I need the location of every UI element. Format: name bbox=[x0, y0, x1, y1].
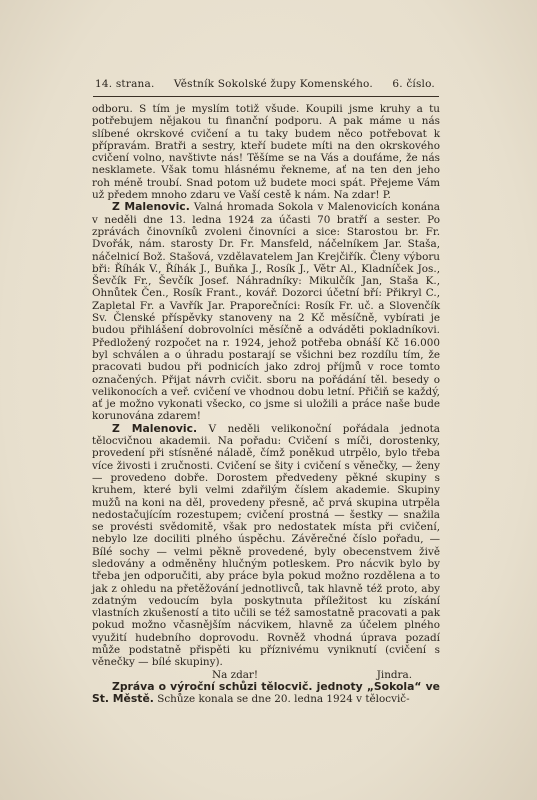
paragraph-heading: Z Malenovic. bbox=[112, 421, 198, 435]
paragraph-signature: Na zdar! P. bbox=[333, 189, 391, 202]
article-body bbox=[92, 103, 440, 706]
paragraph-akademie bbox=[92, 423, 440, 669]
paragraph-text: odboru. S tím je myslím totiž všude. Koupili jsme kruhy a tu potřebujem nějakou tu finanční podporu. A pak máme u nás slíbené okrskové cvičení a tu taky budem něco potřebovat k přípravám. Bratři a sestry, kteří budete míti na den okrskového cvičení volno, navštivte nás! Těšíme se na Vás a doufáme, že nás nesklamete. Však tomu hlásnému řekneme, ať na ten den jeho roh méně troubí. Snad potom už budete moci spát. Přejeme Vám už předem mnoho zdaru ve Vaší cestě k nám. bbox=[92, 103, 440, 202]
header-rule bbox=[93, 96, 439, 97]
paragraph-heading: Z Malenovic. bbox=[112, 200, 190, 214]
paragraph-heading: Zpráva o výroční schůzi tělocvič. jednoty „Sokola“ ve St. Městě. bbox=[92, 679, 440, 706]
paragraph-text: V neděli velikonoční pořádala jednota tělocvičnou akademii. Na pořadu: Cvičení s míči, dorostenky, provedení při stísněné náladě, čímž poněkud utrpělo, bylo třeba více živosti i zručnosti. Cvičení se šity i cvičení s věnečky, — ženy — provedeno dobře. Dorostem předvedeny pěkné skupiny s kruhem, které byli velmi zdařilým číslem akademie. Skupiny mužů na koni na děl, provedeny přesně, ač prvá skupina utrpěla nedostačujícím rozestupem; cvičení prostná — šestky — snažila se provésti svědomitě, však pro nedostatek místa při cvičení, nebylo lze dociliti plného úspěchu. Závěrečné číslo pořadu, — Bílé sochy — velmi pěkně provedené, byly obecenstvem živě sledovány a odměněny hlučným potleskem. Pro nácvik bylo by třeba jen odporučiti, aby práce byla pokud možno rozdělena a to jak z ohledu na přetěžování jednotlivců, tak hlavně též proto, aby zdatným vedoucím byla poskytnuta příležitost ku získání vlastních zkušeností a tito učili se též samostatně pracovati a pak pokud možno včasnějším nácvikem, hlavně za účelem plného využití hudebního doprovodu. Rovněž vhodná úprava pozadí může podstatně přispěti ku příznivému vyniknutí (cvičení s věnečky — bílé skupiny). bbox=[92, 422, 440, 669]
journal-title: Věstník Sokolské župy Komenského. bbox=[173, 78, 373, 90]
issue-number: 6. číslo. bbox=[392, 78, 435, 90]
signature-name: Jindra. bbox=[376, 668, 412, 681]
paragraph-vyrocni-schuze bbox=[92, 681, 440, 706]
paragraph-text: Valná hromada Sokola v Malenovicích konána v neděli dne 13. ledna 1924 za účasti 70 bratří a sester. Po zprávách činovníků zvoleni činovníci a sice: Starostou br. Fr. Dvořák, nám. starosty Dr. Fr. Mansfeld, náčelníkem Jar. Staša, náčelnicí Bož. Stašová, vzdělavatelem Jan Krejčiřík. Členy výboru bři: Říhák V., Říhák J., Buňka J., Rosík J., Větr Al., Kladníček Jos., Ševčík Fr., Ševčík Josef. Náhradníky: Mikulčík Jan, Staša K., Ohnůtek Čen., Rosík Frant., kovář. Dozorci účetní bří: Přikryl C., Zapletal Fr. a Vavřík Jar. Praporečníci: Rosík Fr. uč. a Slovenčík Sv. Členské příspěvky stanoveny na 2 Kč měsíčně, vybírati je budou přihlášení dobrovolníci měsíčně a odváděti pokladníkovi. Předložený rozpočet na r. 1924, jehož potřeba obnáší Kč 16.000 byl schválen a o úhradu postarají se všichni bez rozdílu tím, že pracovati budou při podnicích jako zdroj příjmů v roce tomto označených. Přijat návrh cvičit. sboru na pořádání těl. besedy o velikonocích a veř. cvičení ve vhodnou dobu letní. Přičiň se každý, ať je možno vykonati všecko, co jsme si uložili a práce naše bude korunována zdarem! bbox=[92, 201, 440, 423]
paragraph-text: Schůze konala se dne 20. ledna 1924 v tělocvič- bbox=[157, 693, 410, 706]
signature-greeting: Na zdar! bbox=[212, 668, 259, 681]
paragraph-odboru bbox=[92, 103, 440, 201]
page-number: 14. strana. bbox=[95, 78, 155, 90]
paragraph-valna-hromada bbox=[92, 201, 440, 422]
page-header bbox=[95, 78, 435, 90]
